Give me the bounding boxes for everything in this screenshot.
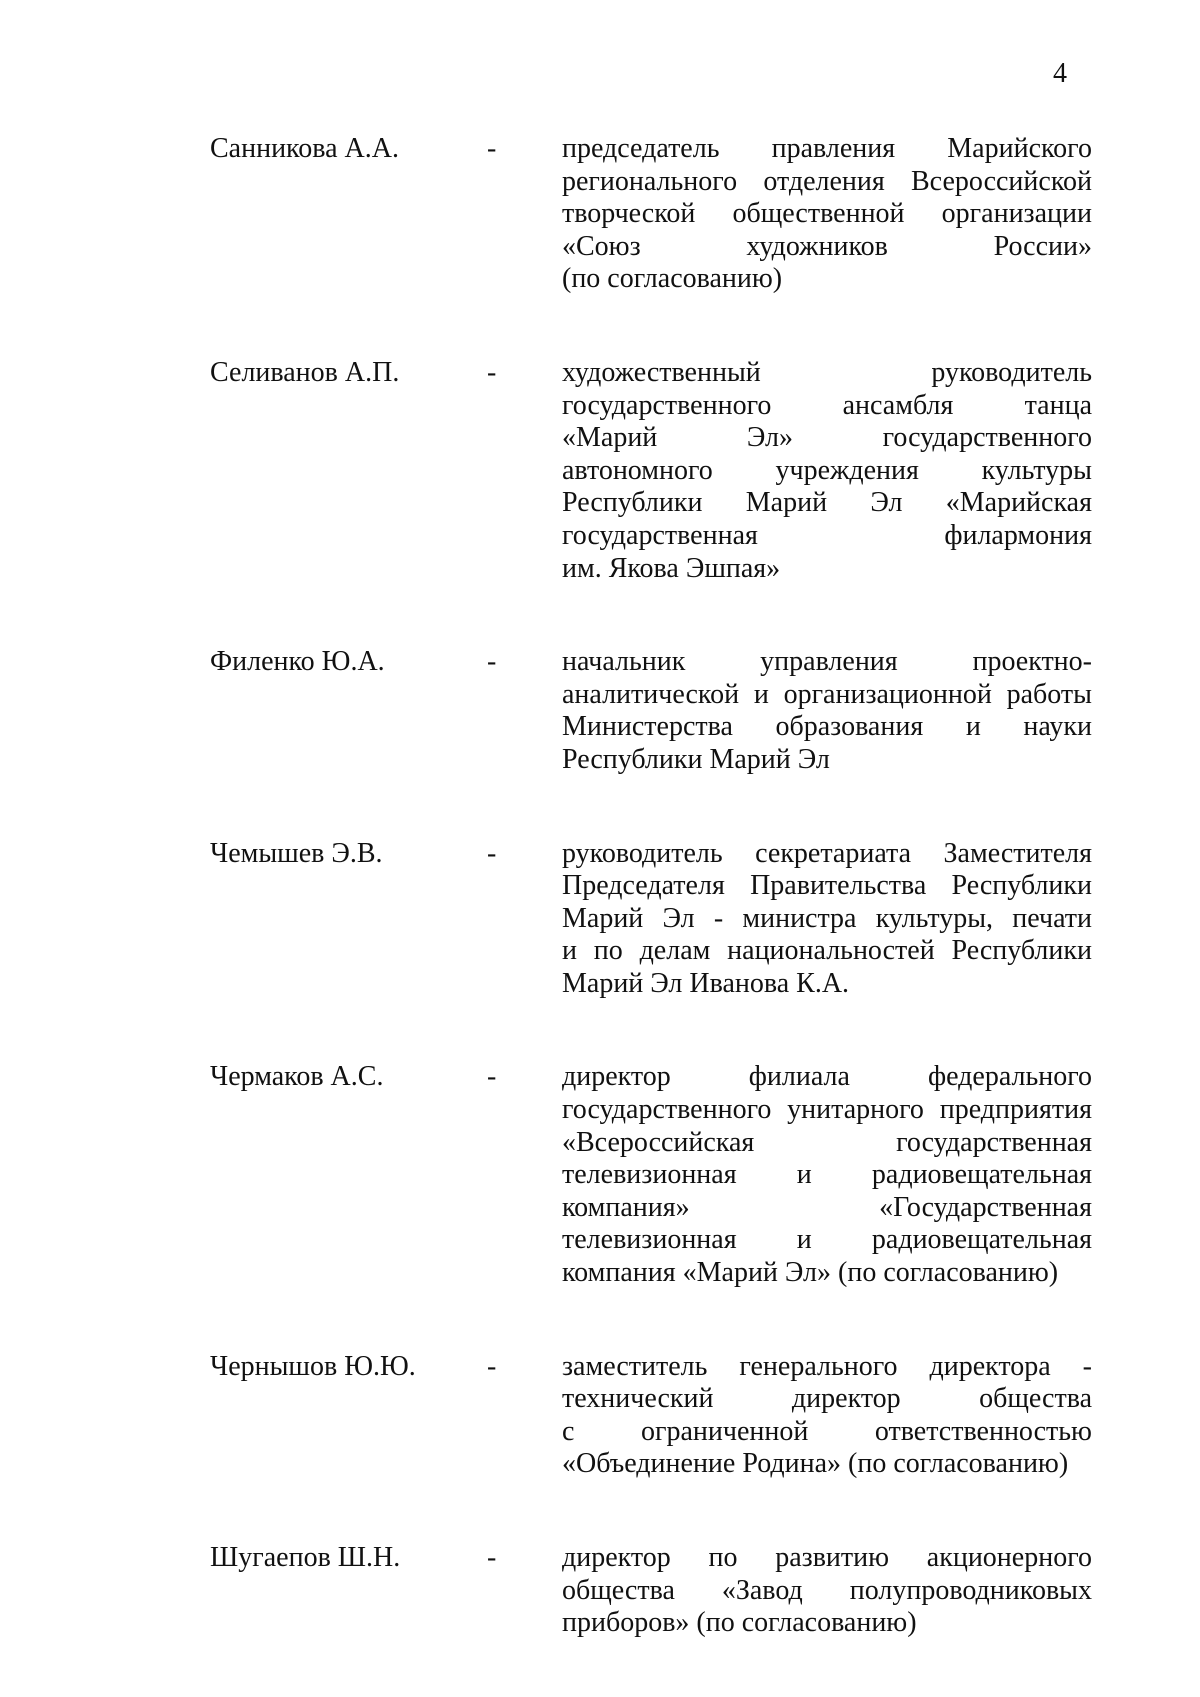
member-entry bbox=[0, 1351, 1200, 1481]
position-word: науки bbox=[1023, 711, 1092, 743]
position-word: им. Якова Эшпая» bbox=[562, 552, 781, 584]
position-word: работы bbox=[1006, 678, 1092, 710]
member-position bbox=[562, 357, 1092, 585]
position-word: правления bbox=[771, 133, 896, 164]
position-word: (по согласованию) bbox=[562, 263, 783, 295]
position-word: начальник bbox=[562, 646, 686, 678]
member-name: Чермаков А.С. bbox=[210, 1061, 384, 1093]
member-position bbox=[562, 1061, 1092, 1289]
position-word: и bbox=[796, 1159, 812, 1191]
position-word: проектно- bbox=[972, 646, 1092, 678]
position-line bbox=[562, 1061, 1092, 1094]
member-entry bbox=[0, 838, 1200, 1001]
position-word: Марий bbox=[562, 902, 644, 934]
position-word: Эл bbox=[662, 902, 695, 934]
position-word: государственная bbox=[896, 1126, 1092, 1158]
position-word: радиовещательная bbox=[871, 1159, 1092, 1191]
position-word: генерального bbox=[739, 1350, 898, 1382]
position-word: государственного bbox=[562, 389, 772, 421]
member-name: Чернышов Ю.Ю. bbox=[210, 1350, 416, 1382]
position-word: Эл» bbox=[746, 422, 794, 454]
position-word: руководитель bbox=[931, 356, 1092, 388]
position-word: государственная bbox=[562, 519, 758, 551]
page-number: 4 bbox=[1053, 58, 1067, 89]
position-word: и bbox=[562, 935, 577, 967]
position-word: образования bbox=[775, 711, 924, 743]
position-line bbox=[562, 133, 1092, 166]
position-word: Республики bbox=[951, 935, 1092, 967]
position-word: - bbox=[713, 902, 724, 934]
position-word: художников bbox=[746, 230, 888, 262]
position-word: компания «Марий Эл» (по согласованию) bbox=[562, 1257, 1059, 1289]
position-line bbox=[562, 679, 1092, 712]
position-word: «Объединение Родина» (по согласованию) bbox=[562, 1448, 1069, 1480]
position-line bbox=[562, 1416, 1092, 1449]
position-line bbox=[562, 968, 1092, 1001]
member-name: Шугаепов Ш.Н. bbox=[210, 1542, 401, 1573]
position-word: Правительства bbox=[750, 870, 927, 902]
position-word: государственного bbox=[562, 1094, 772, 1126]
position-word: государственного bbox=[882, 422, 1092, 454]
separator-dash: - bbox=[487, 1350, 497, 1382]
position-word: общества bbox=[979, 1383, 1092, 1415]
position-word: министра bbox=[742, 902, 857, 934]
position-word: художественный bbox=[562, 356, 761, 388]
position-line bbox=[562, 263, 1092, 296]
position-word: Министерства bbox=[562, 711, 733, 743]
position-word: Марийского bbox=[947, 133, 1092, 164]
position-line bbox=[562, 838, 1092, 871]
position-word: федерального bbox=[927, 1061, 1092, 1093]
position-word: секретариата bbox=[755, 837, 912, 869]
position-word: отделения bbox=[763, 165, 885, 197]
position-line bbox=[562, 1127, 1092, 1160]
position-line bbox=[562, 1542, 1092, 1575]
position-line bbox=[562, 455, 1092, 488]
position-line bbox=[562, 166, 1092, 199]
member-position bbox=[562, 838, 1092, 1001]
position-word: по bbox=[708, 1542, 738, 1573]
position-word: заместитель bbox=[562, 1350, 708, 1382]
position-word: организации bbox=[941, 198, 1092, 230]
position-line bbox=[562, 357, 1092, 390]
position-word: Эл bbox=[870, 487, 903, 519]
position-word: телевизионная bbox=[562, 1159, 737, 1191]
member-name: Селиванов А.П. bbox=[210, 356, 400, 388]
position-line bbox=[562, 1607, 1092, 1640]
position-word: автономного bbox=[562, 454, 713, 486]
position-word: Марий Эл Иванова К.А. bbox=[562, 967, 850, 999]
position-word: «Государственная bbox=[879, 1191, 1092, 1223]
separator-dash: - bbox=[487, 133, 497, 164]
position-line bbox=[562, 1575, 1092, 1608]
position-line bbox=[562, 870, 1092, 903]
separator-dash: - bbox=[487, 1061, 497, 1093]
position-word: культуры bbox=[981, 454, 1092, 486]
position-line bbox=[562, 553, 1092, 586]
position-word: по bbox=[593, 935, 623, 967]
position-word: Марий bbox=[745, 487, 828, 519]
separator-dash: - bbox=[487, 1542, 497, 1573]
position-word: «Всероссийская bbox=[562, 1126, 755, 1158]
position-word: телевизионная bbox=[562, 1224, 737, 1256]
position-word: «Марий bbox=[562, 422, 658, 454]
position-word: «Завод bbox=[721, 1574, 803, 1606]
position-word: директор bbox=[562, 1542, 671, 1573]
position-word: и bbox=[796, 1224, 812, 1256]
member-position bbox=[562, 646, 1092, 776]
position-word: регионального bbox=[562, 165, 738, 197]
position-word: национальностей bbox=[727, 935, 935, 967]
position-line bbox=[562, 1257, 1092, 1290]
position-line bbox=[562, 1094, 1092, 1127]
position-line bbox=[562, 1351, 1092, 1384]
position-word: «Союз bbox=[562, 230, 641, 262]
position-line bbox=[562, 487, 1092, 520]
separator-dash: - bbox=[487, 837, 497, 869]
position-word: развитию bbox=[775, 1542, 890, 1573]
position-word: Республики bbox=[951, 870, 1092, 902]
member-list bbox=[0, 133, 1200, 1640]
position-line bbox=[562, 422, 1092, 455]
position-line bbox=[562, 520, 1092, 553]
position-word: с bbox=[562, 1415, 575, 1447]
position-word: учреждения bbox=[775, 454, 919, 486]
position-word: технический bbox=[562, 1383, 714, 1415]
position-line bbox=[562, 935, 1092, 968]
position-word: Республики Марий Эл bbox=[562, 743, 830, 775]
position-word: общественной bbox=[732, 198, 905, 230]
position-word: Республики bbox=[562, 487, 703, 519]
position-word: акционерного bbox=[926, 1542, 1092, 1573]
position-word: филармония bbox=[944, 519, 1092, 551]
position-word: делам bbox=[639, 935, 711, 967]
member-entry bbox=[0, 1061, 1200, 1289]
position-word: унитарного bbox=[787, 1094, 924, 1126]
position-word: и bbox=[965, 711, 981, 743]
position-word: директор bbox=[791, 1383, 901, 1415]
position-word: Заместителя bbox=[943, 837, 1092, 869]
position-word: культуры, bbox=[875, 902, 994, 934]
member-entry bbox=[0, 646, 1200, 776]
position-word: управления bbox=[760, 646, 898, 678]
position-line bbox=[562, 744, 1092, 777]
separator-dash: - bbox=[487, 356, 497, 388]
position-line bbox=[562, 711, 1092, 744]
position-line bbox=[562, 1224, 1092, 1257]
position-word: Всероссийской bbox=[911, 165, 1092, 197]
position-line bbox=[562, 1159, 1092, 1192]
position-line bbox=[562, 903, 1092, 936]
member-position bbox=[562, 1351, 1092, 1481]
position-word: танца bbox=[1024, 389, 1092, 421]
position-line bbox=[562, 231, 1092, 264]
position-line bbox=[562, 1192, 1092, 1225]
member-position bbox=[562, 133, 1092, 296]
member-entry bbox=[0, 133, 1200, 296]
position-word: предприятия bbox=[939, 1094, 1092, 1126]
position-word: - bbox=[1082, 1350, 1092, 1382]
position-word: ответственностью bbox=[874, 1415, 1092, 1447]
position-word: директора bbox=[929, 1350, 1051, 1382]
separator-dash: - bbox=[487, 646, 497, 678]
position-word: председатель bbox=[562, 133, 720, 164]
position-line bbox=[562, 1448, 1092, 1481]
position-word: полупроводниковых bbox=[849, 1574, 1092, 1606]
position-line bbox=[562, 390, 1092, 423]
position-word: «Марийская bbox=[945, 487, 1092, 519]
position-word: директор bbox=[562, 1061, 671, 1093]
member-name: Санникова А.А. bbox=[210, 133, 399, 164]
position-word: ограниченной bbox=[640, 1415, 809, 1447]
position-word: приборов» (по согласованию) bbox=[562, 1607, 917, 1639]
position-word: творческой bbox=[562, 198, 696, 230]
position-word: руководитель bbox=[562, 837, 723, 869]
member-position bbox=[562, 1542, 1092, 1640]
position-word: России» bbox=[993, 230, 1092, 262]
position-word: филиала bbox=[748, 1061, 850, 1093]
position-word: печати bbox=[1012, 902, 1092, 934]
position-line bbox=[562, 646, 1092, 679]
position-word: и bbox=[753, 678, 769, 710]
member-entry bbox=[0, 1542, 1200, 1640]
position-line bbox=[562, 1383, 1092, 1416]
position-word: Председателя bbox=[562, 870, 725, 902]
member-name: Чемышев Э.В. bbox=[210, 837, 383, 869]
position-word: аналитической bbox=[562, 678, 740, 710]
position-word: организационной bbox=[783, 678, 992, 710]
position-line bbox=[562, 198, 1092, 231]
position-word: компания» bbox=[562, 1191, 690, 1223]
position-word: ансамбля bbox=[842, 389, 954, 421]
position-word: радиовещательная bbox=[871, 1224, 1092, 1256]
member-entry bbox=[0, 357, 1200, 585]
member-name: Филенко Ю.А. bbox=[210, 646, 385, 678]
position-word: общества bbox=[562, 1574, 675, 1606]
